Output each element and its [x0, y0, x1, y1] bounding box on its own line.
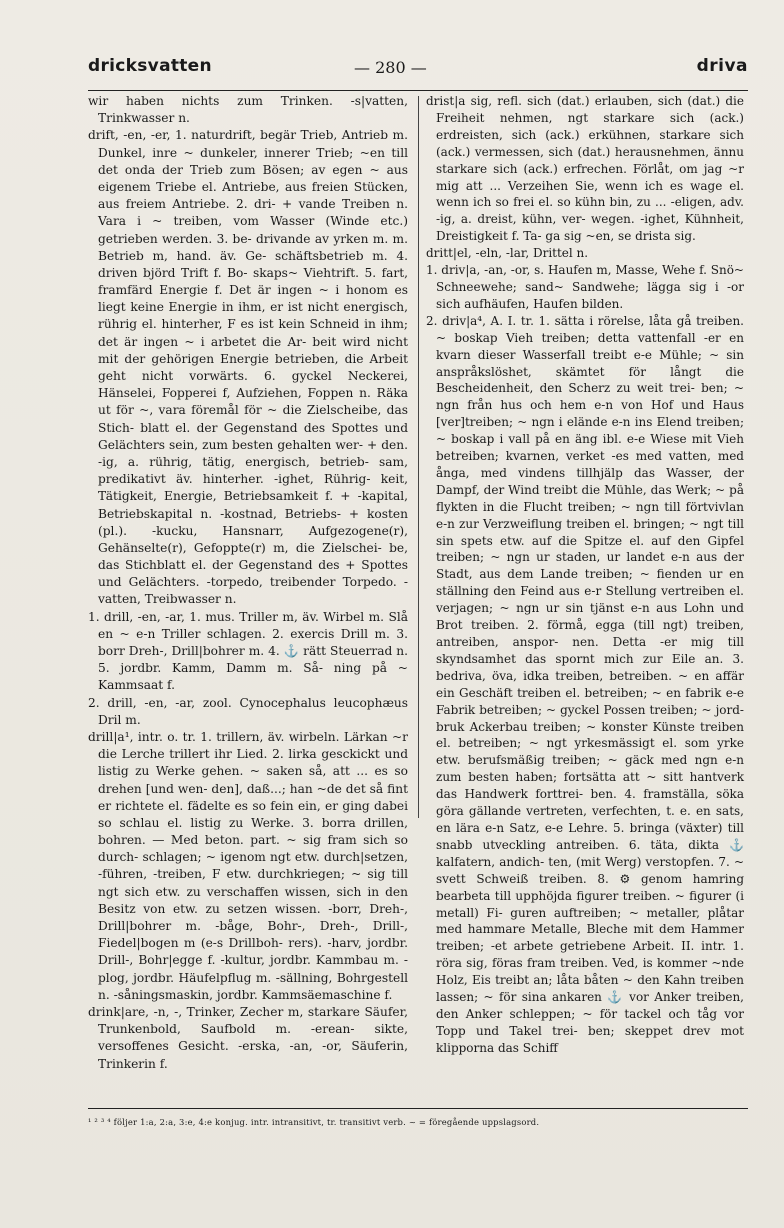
entry-drill-2: 2. drill, -en, -ar, zool. Cynocephalus leucophæus Dril m. — [88, 695, 408, 727]
footnote: ¹ ² ³ ⁴ följer 1:a, 2:a, 3:e, 4:e konjug. intr. intransitivt, tr. transitivt verb. ~ = föregående uppslagsord. — [88, 1117, 540, 1127]
page-header — [88, 56, 748, 86]
entry-drinkare: drink|are, -n, -, Trinker, Zecher m, starkare Säufer, Trunkenbold, Saufbold m. -erean- sikte, versoffenes Gesicht. -erska, -an, -or, Säuferin, Trinkerin f. — [88, 1004, 408, 1071]
header-left-guide-word: dricksvatten — [88, 56, 212, 76]
header-rule — [88, 90, 748, 91]
left-column — [88, 93, 408, 1073]
entry-trinkwasser: wir haben nichts zum Trinken. -s|vatten, Trinkwasser n. — [88, 94, 408, 126]
header-right-guide-word: driva — [696, 56, 748, 76]
entry-drista-sig: drist|a sig, refl. sich (dat.) erlauben, sich (dat.) die Freiheit nehmen, ngt starkare sich (ack.) erdreisten, sich (ack.) erkühnen, starkare sich (ack.) vermessen, sich (dat.) herausnehmen, ännu starkare sich (ack.) erfrechen. Förlåt, om jag ~r mig att ... Verzeihen Sie, wenn ich es wage el. wenn ich so frei el. so kühn bin, zu ... -eligen, adv. -ig, a. dreist, kühn, ver- wegen. -ighet, Kühnheit, Dreistigkeit f. Ta- ga sig ~en, se drista sig. — [426, 94, 744, 244]
entry-drilla: drill|a¹, intr. o. tr. 1. trillern, äv. wirbeln. Lärkan ~r die Lerche trillert ihr Lied. 2. lirka gesckickt und listig zu Werke gehen. ~ saken så, att ... es so drehen [und wen- den], daß...; han ~de det så fint er richtete el. fädelte es so fein ein, er ging dabei so schlau el. listig zu Werke. 3. borra drillen, bohren. — Med beton. part. ~ sig fram sich so durch- schlagen; ~ igenom ngt etw. durch|setzen, -führen, -treiben, F etw. durchkriegen; ~ sig till ngt sich etw. zu verschaffen wissen, sich in den Besitz von etw. zu setzen wissen. -borr, Dreh-, Drill|bohrer m. -båge, Bohr-, Dreh-, Drill-, Fiedel|bogen m (e-s Drillboh- rers). -harv, jordbr. Drill-, Bohr|egge f. -kultur, jordbr. Kammbau m. -plog, jordbr. Häufelpflug m. -sällning, Bohrgestell n. -såningsmaskin, jordbr. Kammsäemaschine f. — [88, 729, 408, 1002]
entry-driva-1: 1. driv|a, -an, -or, s. Haufen m, Masse, Wehe f. Snö~ Schneewehe; sand~ Sandwehe; lägga sig i -or sich aufhäufen, Haufen bilden. — [426, 263, 744, 311]
page-number: — 280 — — [354, 58, 427, 77]
column-divider — [418, 96, 419, 818]
footnote-rule — [88, 1108, 748, 1109]
entry-driva-2: 2. driv|a⁴, A. I. tr. 1. sätta i rörelse, låta gå treiben. ~ boskap Vieh treiben; detta vattenfall -er en kvarn dieser Wasserfall treibt e-e Mühle; ~ sin anspråkslöshet, skämtet för långt die Bescheidenheit, den Scherz zu weit trei- ben; ~ ngn från hus och hem e-n von Hof und Haus [ver]treiben; ~ ngn i elände e-n ins Elend treiben; ~ boskap i vall på en äng ibl. e-e Wiese mit Vieh betreiben; kvarnen, verket -es med vatten, med ånga, med vindens tillhjälp das Wasser, der Dampf, der Wind treibt die Mühle, das Werk; ~ på flykten in die Flucht treiben; ~ ngn till förtvivlan e-n zur Verzweiflung treiben el. bringen; ~ ngt till sin spets etw. auf die Spitze el. auf den Gipfel treiben; ~ ngn ur staden, ur landet e-n aus der Stadt, aus dem Lande treiben; ~ fienden ur en ställning den Feind aus e-r Stellung vertreiben el. verjagen; ~ ngn ur sin tjänst e-n aus Lohn und Brot treiben. 2. förmå, egga (till ngt) treiben, antreiben, anspor- nen. Detta -er mig till skyndsamhet das spornt mich zur Eile an. 3. bedriva, öva, idka treiben, betreiben. ~ en affär ein Geschäft treiben el. betreiben; ~ en fabrik e-e Fabrik betreiben; ~ gyckel Possen treiben; ~ jord- bruk Ackerbau treiben; ~ konster Künste treiben el. betreiben; ~ ngt yrkesmässigt el. som yrke etw. berufsmäßig treiben; ~ gäck med ngn e-n zum besten haben; fortsätta att ~ sitt hantverk das Handwerk forttrei- ben. 4. framställa, söka göra gällande vertreten, verfechten, t. e. en sats, en lära e-n Satz, e-e Lehre. 5. bringa (växter) till snabb utveckling antreiben. 6. täta, dikta ⚓ kalfatern, andich- ten, (mit Werg) verstopfen. 7. ~ svett Schweiß treiben. 8. ⚙ genom hamring bearbeta till upphöjda figurer treiben. ~ figurer (i metall) Fi- guren auftreiben; ~ metaller, plåtar med hammare Metalle, Bleche mit dem Hammer treiben; -et arbete getriebene Arbeit. II. intr. 1. röra sig, föras fram treiben. Ved, is kommer ~nde Holz, Eis treibt an; låta båten ~ den Kahn treiben lassen; ~ för sina ankaren ⚓ vor Anker treiben, den Anker schleppen; ~ för tackel och tåg vor Topp und Takel trei- ben; skeppet drev mot klipporna das Schiff — [426, 313, 744, 1055]
entry-drittel: dritt|el, -eln, -lar, Drittel n. — [426, 246, 589, 261]
entry-drill-1: 1. drill, -en, -ar, 1. mus. Triller m, äv. Wirbel m. Slå en ~ e-n Triller schlagen. 2. exercis Drill m. 3. borr Dreh-, Drill|bohrer m. 4. ⚓ rätt Steuerrad n. 5. jordbr. Kamm, Damm m. Så- ning på ~ Kammsaat f. — [88, 609, 408, 693]
entry-drift: drift, -en, -er, 1. naturdrift, begär Trieb, Antrieb m. Dunkel, inre ~ dunkeler, innerer Trieb; ~en till det onda der Trieb zum Bösen; av egen ~ aus eigenem Triebe el. Antriebe, aus freien Stücken, aus freiem Antriebe. 2. dri- + vande Treiben n. Vara i ~ treiben, vom Wasser (Winde etc.) getrieben werden. 3. be- drivande av yrken m. m. Betrieb m, hand. äv. Ge- schäftsbetrieb m. 4. driven björd Trift f. Bo- skaps~ Viehtrift. 5. fart, framfärd Energie f. Det är ingen ~ i honom es liegt keine Energie in ihm, er ist nicht energisch, rührig el. hinterher, F es ist kein Schneid in ihm; det är ingen ~ i arbetet die Ar- beit wird nicht mit der gehörigen Energie betrieben, die Arbeit geht nicht vorwärts. 6. gyckel Neckerei, Hänselei, Fopperei f, Aufziehen, Foppen n. Räka ut för ~, vara föremål för ~ die Zielscheibe, das Stich- blatt el. der Gegenstand des Spottes und Gelächters sein, zum besten gehalten wer- + den. -ig, a. rührig, tätig, energisch, betrieb- sam, predikativt äv. hinterher. -ighet, Rührig- keit, Tätigkeit, Energie, Betriebsamkeit f. + -kapital, Betriebskapital n. -kostnad, Betriebs- + kosten (pl.). -kucku, Hansnarr, Aufgezogene(r), Gehänselte(r), Gefoppte(r) m, die Zielschei- be, das Stichblatt el. der Gegenstand des + Spottes und Gelächters. -torpedo, treibender Torpedo. -vatten, Treibwasser n. — [88, 128, 408, 607]
right-column — [426, 93, 744, 1057]
